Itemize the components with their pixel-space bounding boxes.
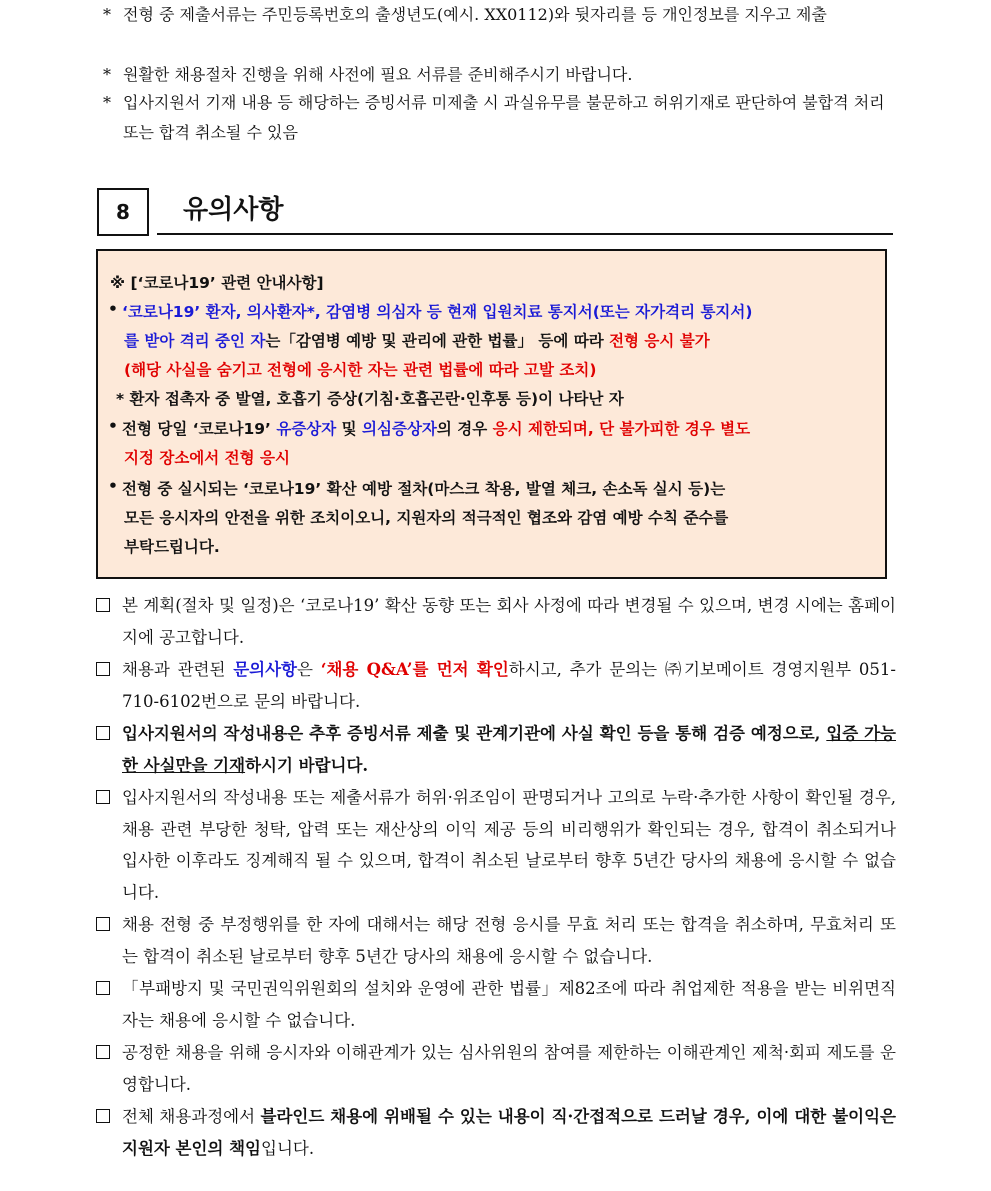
checkbox-square-icon (96, 598, 110, 612)
checkbox-square-icon (96, 790, 110, 804)
item-text-part: 입사지원서의 작성내용은 추후 증빙서류 제출 및 관계기관에 사실 확인 등을 통해 검증 예정으로, (122, 724, 827, 743)
covid-b1-line2 (124, 329, 710, 351)
notice-list (96, 590, 896, 1165)
covid-b3-line2: 모든 응시자의 안전을 위한 조치이오니, 지원자의 적극적인 협조와 감염 예방 수칙 준수를 (124, 509, 729, 527)
covid-b1-line3: (해당 사실을 숨기고 전형에 응시한 자는 관련 법률에 따라 고발 조치) (124, 361, 597, 379)
covid-b1-line2-text: 는「감염병 예방 및 관리에 관한 법률」 등에 따라 (265, 332, 610, 350)
list-item (96, 1101, 896, 1164)
item-text: 공정한 채용을 위해 응시자와 이해관계가 있는 심사위원의 참여를 제한하는 이해관계인 제척·회피 제도를 운영합니다. (122, 1043, 896, 1094)
list-item (96, 782, 896, 908)
covid-b2-suspected: 의심증상자 (362, 420, 437, 438)
item-bold: 블라인드 채용에 위배될 수 있는 내용이 직·간접적으로 드러날 경우, 이에 대한 불이익은 지원자 본인의 책임 (122, 1107, 896, 1158)
checkbox-square-icon (96, 1109, 110, 1123)
covid-b3-line1: 전형 중 실시되는 ‘코로나19’ 확산 예방 절차(마스크 착용, 발열 체크, 손소독 실시 등)는 (122, 480, 726, 498)
list-item (96, 973, 896, 1036)
covid-b2-and: 및 (336, 420, 363, 438)
note-mark: * (103, 93, 111, 112)
note-text: 원활한 채용절차 진행을 위해 사전에 필요 서류를 준비해주시기 바랍니다. (123, 65, 633, 84)
covid-b3-line3: 부탁드립니다. (124, 538, 220, 556)
item-text (122, 1101, 896, 1164)
covid-b2-symptomatic: 유증상자 (276, 420, 337, 438)
checkbox-square-icon (96, 981, 110, 995)
note-1 (103, 0, 903, 30)
note-2 (103, 60, 903, 90)
item-text (122, 718, 896, 781)
item-text: 「부패방지 및 국민권익위원회의 설치와 운영에 관한 법률」제82조에 따라 취업제한 적용을 받는 비위면직자는 채용에 응시할 수 없습니다. (122, 979, 896, 1030)
covid-b1-line1: ‘코로나19’ 환자, 의사환자*, 감염병 의심자 등 현재 입원치료 통지서(또는 자가격리 통지서) (122, 303, 753, 321)
bullet-icon: • (108, 417, 118, 435)
list-item (96, 909, 896, 972)
section-underline (157, 233, 893, 235)
note-mark: * (103, 65, 111, 84)
covid-b2-restriction: 응시 제한되며, 단 불가피한 경우 별도 (492, 420, 751, 438)
item-text: 입사지원서의 작성내용 또는 제출서류가 허위·위조임이 판명되거나 고의로 누락·추가한 사항이 확인될 경우, 채용 관련 부당한 청탁, 압력 또는 재산상의 이익 제공 등의 비리행위가 확인되는 경우, 합격이 취소되거나 입사한 이후라도 징계해직 될 수 있으며, 합격이 취소된 날로부터 향후 5년간 당사의 채용에 응시할 수 없습니다. (122, 788, 896, 902)
list-item (96, 654, 896, 717)
bullet-icon: • (108, 477, 118, 495)
bullet-icon: • (108, 300, 118, 318)
covid-b1-line2-highlight: 를 받아 격리 중인 자 (124, 332, 266, 350)
item-text-part: 입니다. (261, 1138, 315, 1158)
note-text: 전형 중 제출서류는 주민등록번호의 출생년도(예시. XX0112)와 뒷자리를 등 개인정보를 지우고 제출 (123, 5, 827, 24)
checkbox-square-icon (96, 662, 110, 676)
item-text: 채용 전형 중 부정행위를 한 자에 대해서는 해당 전형 응시를 무효 처리 또는 합격을 취소하며, 무효처리 또는 합격이 취소된 날로부터 향후 5년간 당사의 채용에 응시할 수 없습니다. (122, 915, 896, 966)
note-mark: * (103, 5, 111, 24)
checkbox-square-icon (96, 917, 110, 931)
checkbox-square-icon (96, 1045, 110, 1059)
list-item (96, 718, 896, 781)
item-text (122, 654, 896, 717)
list-item (96, 590, 896, 653)
covid-b2-line2: 지정 장소에서 전형 응시 (124, 449, 290, 467)
section-number: 8 (97, 188, 149, 236)
covid-b2-case: 의 경우 (436, 420, 493, 438)
item-warning: ‘채용 Q&A’를 먼저 확인 (320, 660, 509, 679)
covid-b2-text: 전형 당일 ‘코로나19’ (122, 420, 277, 438)
item-text-part: 하시기 바랍니다. (245, 755, 369, 775)
item-text-part: 은 (296, 660, 321, 679)
item-underlined: 입증 가능한 사실만을 기재 (122, 724, 896, 775)
note-text: 입사지원서 기재 내용 등 해당하는 증빙서류 미제출 시 과실유무를 불문하고 허위기재로 판단하여 불합격 처리 또는 합격 취소될 수 있음 (123, 93, 885, 142)
item-text: 본 계획(절차 및 일정)은 ‘코로나19’ 확산 동향 또는 회사 사정에 따라 변경될 수 있으며, 변경 시에는 홈페이지에 공고합니다. (122, 596, 896, 647)
covid-b1-footnote: * 환자 접촉자 중 발열, 호흡기 증상(기침·호흡곤란·인후통 등)이 나타난 자 (116, 390, 624, 408)
section-title: 유의사항 (183, 195, 284, 225)
item-text-part: 채용과 관련된 (122, 660, 234, 679)
covid-notice-box (96, 249, 887, 579)
note-3 (103, 88, 903, 148)
item-text-part: 전체 채용과정에서 (122, 1107, 261, 1126)
item-text-part: 하시고, 추가 문의는 ㈜기보메이트 경영지원부 051-710-6102번으로 문의 바랍니다. (122, 660, 896, 711)
covid-b1-line2-warning: 전형 응시 불가 (609, 332, 710, 350)
item-highlight: 문의사항 (233, 660, 297, 679)
checkbox-square-icon (96, 726, 110, 740)
covid-heading: ※ [‘코로나19’ 관련 안내사항] (110, 274, 324, 292)
covid-b2-line1 (122, 417, 750, 439)
section-header (97, 188, 893, 236)
list-item (96, 1037, 896, 1100)
